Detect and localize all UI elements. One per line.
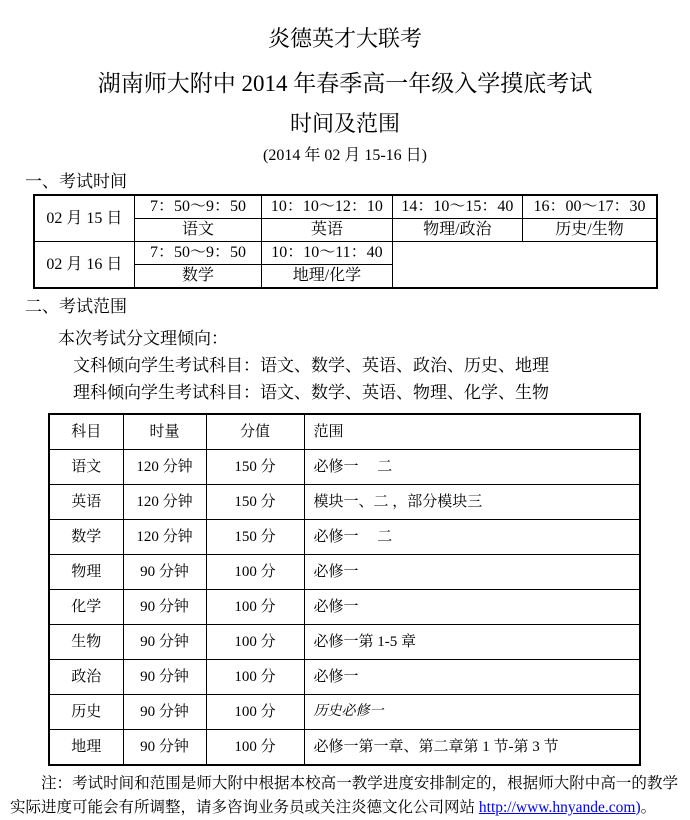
scope-cell: 模块一、二 ，部分模块三 xyxy=(304,485,640,520)
header-duration: 时量 xyxy=(123,414,206,450)
date-cell-day2: 02 月 16 日 xyxy=(34,242,134,289)
duration-cell: 120 分钟 xyxy=(123,520,206,555)
scope-cell: 必修一 xyxy=(304,590,640,625)
duration-cell: 90 分钟 xyxy=(123,730,206,766)
arts-stream-subjects-line: 文科倾向学生考试科目：语文、数学、英语、政治、历史、地理 xyxy=(73,356,549,375)
duration-cell: 90 分钟 xyxy=(123,660,206,695)
scope-cell: 必修一第 1-5 章 xyxy=(304,625,640,660)
header-subject: 科目 xyxy=(49,414,123,450)
subject-cell: 物理 xyxy=(49,555,123,590)
exam-subtitle-scope: 时间及范围 xyxy=(289,111,400,136)
score-cell: 100 分 xyxy=(206,695,304,730)
score-cell: 150 分 xyxy=(206,450,304,485)
subject-cell: 语文 xyxy=(134,219,261,242)
scope-row-history xyxy=(49,695,640,730)
exam-scope-table xyxy=(48,413,641,766)
scope-row-english xyxy=(49,485,640,520)
schedule-row-day1-times xyxy=(34,195,657,219)
header-score: 分值 xyxy=(206,414,304,450)
subject-cell: 历史/生物 xyxy=(523,219,657,242)
subject-cell: 化学 xyxy=(49,590,123,625)
subject-cell: 地理/化学 xyxy=(262,265,392,289)
score-cell: 100 分 xyxy=(206,660,304,695)
duration-cell: 120 分钟 xyxy=(123,450,206,485)
duration-cell: 90 分钟 xyxy=(123,590,206,625)
scope-cell: 必修一第一章、第二章第 1 节-第 3 节 xyxy=(304,730,640,766)
scope-cell: 必修一 二 xyxy=(304,450,640,485)
footnote-text: 注：考试时间和范围是师大附中根据本校高一教学进度安排制定的，根据师大附中高一的教学实际进度可能会有所调整，请多咨询业务员或关注炎德文化公司网站 xyxy=(10,775,678,816)
exam-date-range: (2014 年 02 月 15-16 日) xyxy=(263,147,427,164)
score-cell: 100 分 xyxy=(206,590,304,625)
subject-cell: 政治 xyxy=(49,660,123,695)
subject-cell: 历史 xyxy=(49,695,123,730)
score-cell: 100 分 xyxy=(206,555,304,590)
yande-website-link[interactable]: http://www.hnyande.com xyxy=(478,799,636,816)
subject-cell: 语文 xyxy=(49,450,123,485)
subject-cell: 物理/政治 xyxy=(392,219,522,242)
scope-row-politics xyxy=(49,660,640,695)
time-cell: 7：50～9：50 xyxy=(134,195,261,219)
duration-cell: 90 分钟 xyxy=(123,695,206,730)
score-cell: 100 分 xyxy=(206,730,304,766)
science-stream-subjects-line: 理科倾向学生考试科目：语文、数学、英语、物理、化学、生物 xyxy=(73,383,549,402)
duration-cell: 120 分钟 xyxy=(123,485,206,520)
scope-cell: 必修一 xyxy=(304,555,640,590)
scope-intro-line: 本次考试分文理倾向： xyxy=(58,329,228,348)
scope-row-physics xyxy=(49,555,640,590)
scope-header-row xyxy=(49,414,640,450)
scope-row-math xyxy=(49,520,640,555)
score-cell: 150 分 xyxy=(206,520,304,555)
subject-cell: 数学 xyxy=(134,265,261,289)
scope-row-chemistry xyxy=(49,590,640,625)
section-heading-exam-time: 一、考试时间 xyxy=(25,172,127,191)
subject-cell: 英语 xyxy=(262,219,392,242)
duration-cell: 90 分钟 xyxy=(123,625,206,660)
score-cell: 150 分 xyxy=(206,485,304,520)
scope-cell: 历史必修一 xyxy=(304,695,640,730)
scope-row-chinese xyxy=(49,450,640,485)
subject-cell: 地理 xyxy=(49,730,123,766)
section-heading-exam-scope: 二、考试范围 xyxy=(25,297,127,316)
scope-row-geography xyxy=(49,730,640,766)
subject-cell: 英语 xyxy=(49,485,123,520)
footnote xyxy=(10,772,678,820)
footnote-period: 。 xyxy=(640,799,657,816)
time-cell: 7：50～9：50 xyxy=(134,242,261,265)
score-cell: 100 分 xyxy=(206,625,304,660)
scope-cell: 必修一 xyxy=(304,660,640,695)
scope-row-biology xyxy=(49,625,640,660)
date-cell-day1: 02 月 15 日 xyxy=(34,195,134,242)
time-cell: 14：10～15：40 xyxy=(392,195,522,219)
time-cell: 10：10～12：10 xyxy=(262,195,392,219)
empty-schedule-cell xyxy=(392,242,657,289)
time-cell: 16：00～17：30 xyxy=(523,195,657,219)
schedule-row-day2-times xyxy=(34,242,657,265)
time-cell: 10：10～11：40 xyxy=(262,242,392,265)
exam-brand-title: 炎德英才大联考 xyxy=(267,26,422,51)
subject-cell: 数学 xyxy=(49,520,123,555)
exam-main-title: 湖南师大附中 2014 年春季高一年级入学摸底考试 xyxy=(97,71,593,96)
duration-cell: 90 分钟 xyxy=(123,555,206,590)
footnote-paren: ) xyxy=(635,799,641,816)
exam-schedule-table xyxy=(33,194,658,289)
scope-cell: 必修一 二 xyxy=(304,520,640,555)
header-scope: 范围 xyxy=(304,414,640,450)
subject-cell: 生物 xyxy=(49,625,123,660)
